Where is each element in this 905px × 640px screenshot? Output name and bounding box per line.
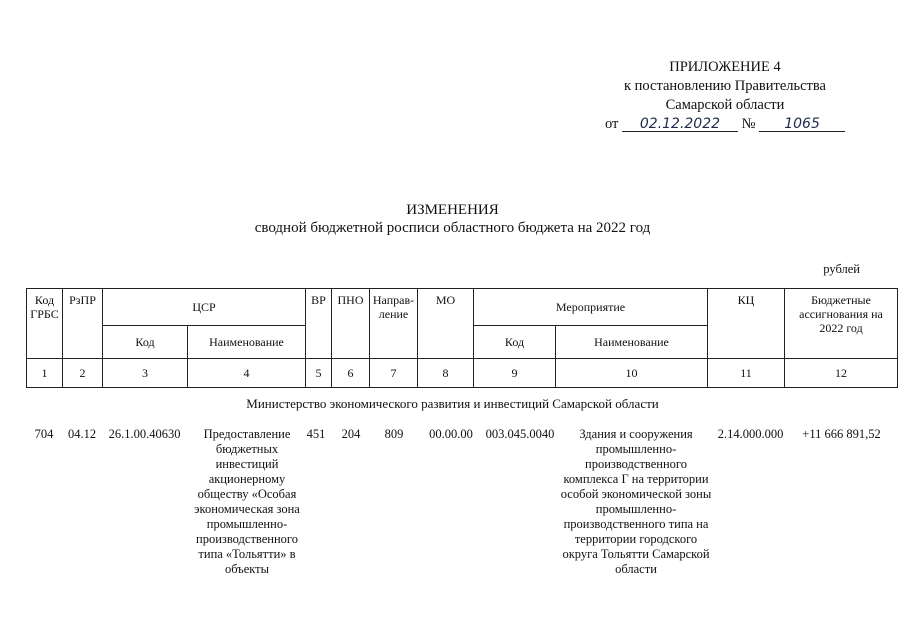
cell-grbs: 704: [34, 427, 54, 441]
date-prefix: от: [604, 116, 619, 132]
appendix-line-2: Самарской области: [665, 97, 785, 113]
col-kod-grbs: Код ГРБС: [27, 289, 63, 359]
cell-mer-kod: 003.045.0040: [485, 427, 555, 441]
col-budget: Бюджетные ассигнования на 2022 год: [785, 289, 898, 359]
cell-csr-kod: 26.1.00.40630: [108, 427, 181, 441]
appendix-line-1: к постановлению Правительства: [624, 78, 826, 94]
col-number: 9: [474, 359, 556, 388]
cell-csr-name: Предоставление бюджетных инвестиций акционерному обществу «Особая экономическая зона промышленно-производственного типа «Тольятти» в объекты: [194, 427, 300, 576]
col-mer-name: Наименование: [556, 326, 708, 359]
col-number: 5: [306, 359, 332, 388]
cell-mo: 00.00.00: [429, 427, 473, 441]
col-vr: ВР: [306, 289, 332, 359]
col-napravlenie: Направ-ление: [370, 289, 418, 359]
col-rzpr: РзПР: [63, 289, 103, 359]
cell-amount: +11 666 891,52: [802, 427, 881, 441]
col-number: 3: [103, 359, 188, 388]
date-value: 02.12.2022: [622, 117, 738, 132]
number-sign: №: [741, 116, 756, 132]
col-csr-kod: Код: [103, 326, 188, 359]
col-csr: ЦСР: [103, 289, 306, 326]
cell-kc: 2.14.000.000: [717, 427, 784, 441]
col-mer-kod: Код: [474, 326, 556, 359]
col-number: 6: [332, 359, 370, 388]
number-value: 1065: [759, 117, 845, 132]
col-number: 11: [708, 359, 785, 388]
budget-table-header: [26, 288, 898, 388]
cell-pno: 204: [341, 427, 361, 441]
cell-napravlenie: 809: [384, 427, 404, 441]
col-meropriyatie: Мероприятие: [474, 289, 708, 326]
col-number: 10: [556, 359, 708, 388]
col-kc: КЦ: [708, 289, 785, 359]
cell-mer-name: Здания и сооружения промышленно-производственного комплекса Г на территории особой экономической зоны промышленно-производственного типа на территории городского округа Тольятти Самарской области: [560, 427, 712, 576]
doc-title: ИЗМЕНЕНИЯ: [406, 202, 499, 218]
col-number: 1: [27, 359, 63, 388]
col-csr-name: Наименование: [188, 326, 306, 359]
doc-subtitle: сводной бюджетной росписи областного бюджета на 2022 год: [254, 220, 651, 236]
cell-vr: 451: [306, 427, 326, 441]
col-number: 12: [785, 359, 898, 388]
ministry-heading: Министерство экономического развития и инвестиций Самарской области: [246, 396, 659, 411]
col-number: 2: [63, 359, 103, 388]
appendix-title: ПРИЛОЖЕНИЕ 4: [669, 59, 781, 75]
col-number: 7: [370, 359, 418, 388]
col-number: 4: [188, 359, 306, 388]
appendix-date-line: [560, 115, 890, 134]
appendix-block: [560, 58, 890, 134]
unit-label: рублей: [823, 262, 860, 276]
cell-rzpr: 04.12: [67, 427, 97, 441]
col-pno: ПНО: [332, 289, 370, 359]
col-mo: МО: [418, 289, 474, 359]
col-number: 8: [418, 359, 474, 388]
